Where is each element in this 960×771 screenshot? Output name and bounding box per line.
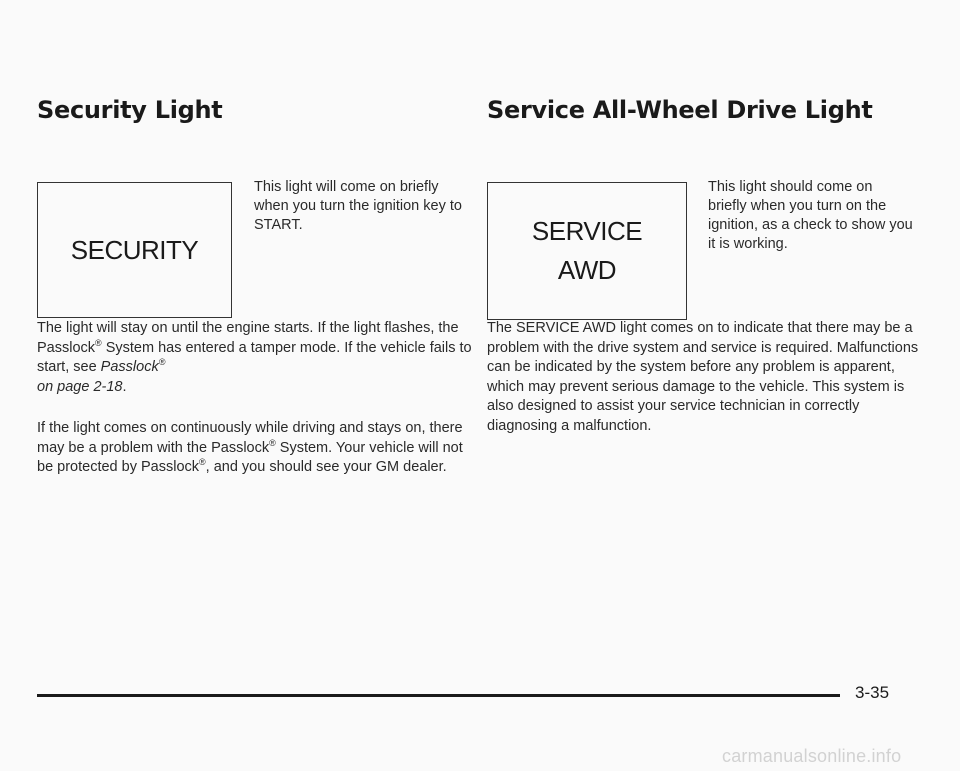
footer-rule xyxy=(37,694,840,697)
service-awd-intro: This light should come on briefly when you turn on the ignition, as a check to show you it is working. xyxy=(708,179,913,252)
security-indicator-label: SECURITY xyxy=(70,234,199,265)
service-awd-label-line2: AWD xyxy=(557,255,617,285)
passlock-reference-link[interactable]: Passlock® on page 2-18 xyxy=(37,357,166,395)
awd-indicator-row xyxy=(487,124,927,284)
security-light-section xyxy=(37,96,477,475)
service-awd-heading: Service All-Wheel Drive Light xyxy=(487,96,873,124)
security-light-heading: Security Light xyxy=(37,96,223,124)
security-indicator-row xyxy=(37,124,477,284)
service-awd-paragraph: The SERVICE AWD light comes on to indicate that there may be a problem with the drive system and service is required. Malfunctions can be indicated by the system before any problem is apparent, which may prevent serious damage to the vehicle. This system is also designed to assist your service technician in correctly diagnosing a malfunction. xyxy=(487,320,919,434)
security-paragraph-1: The light will stay on until the engine starts. If the light flashes, the Passlock® System has entered a tamper mode. If the vehicle fails to start, see Passlock® on page 2-18. xyxy=(37,320,472,395)
page-number: 3-35 xyxy=(855,683,890,702)
security-light-intro: This light will come on briefly when you turn the ignition key to START. xyxy=(254,179,462,233)
watermark: carmanualsonline.info xyxy=(722,746,902,766)
service-awd-indicator-icon xyxy=(487,182,687,320)
service-awd-label-line1: SERVICE xyxy=(531,216,643,246)
security-indicator-icon xyxy=(37,182,232,318)
security-paragraph-2: If the light comes on continuously while driving and stays on, there may be a problem with the Passlock® System. Your vehicle will not be protected by Passlock®, and you should see your GM dealer. xyxy=(37,420,463,475)
service-awd-section xyxy=(487,96,927,434)
